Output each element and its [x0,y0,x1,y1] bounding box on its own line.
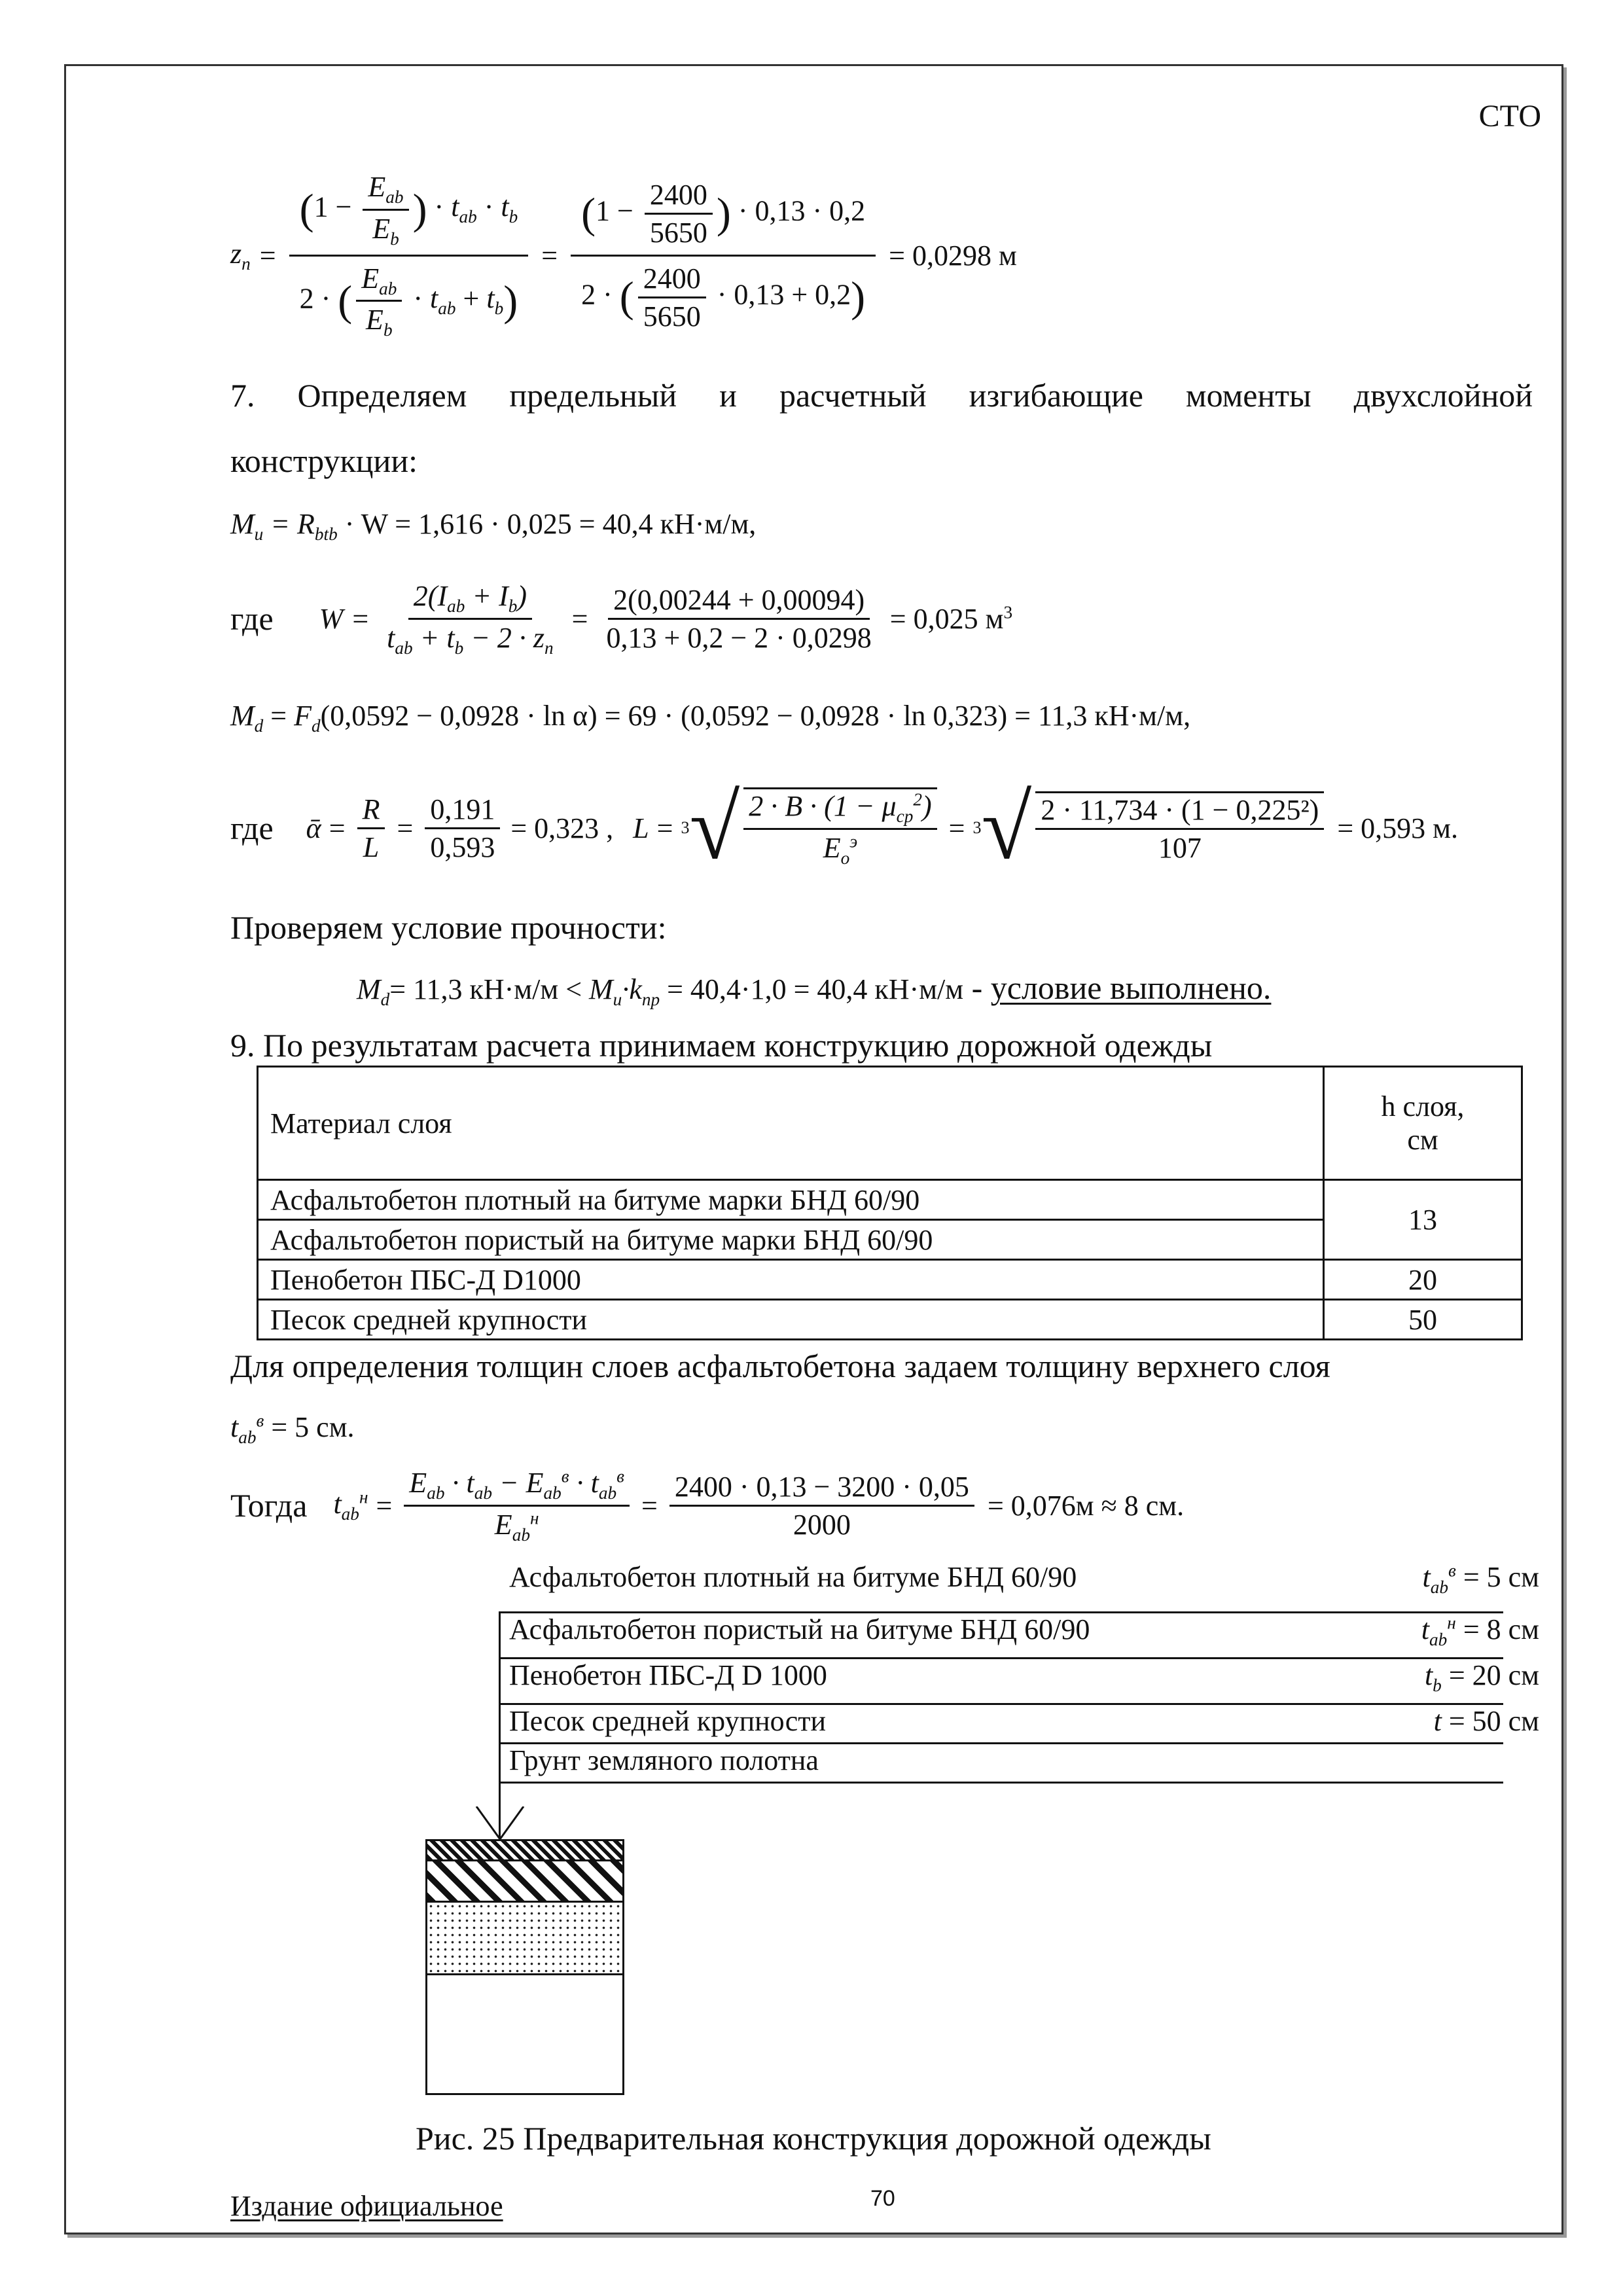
doc-code: СТО [1478,99,1541,134]
footer-edition: Издание официальное [230,2190,503,2222]
row-h: 50 [1324,1300,1522,1340]
row-h: 13 [1324,1180,1522,1260]
fig-layer-dense-asphalt [427,1841,622,1861]
mu-eq: = R [270,508,315,540]
w-result: = 0,025 м [889,602,1004,635]
alpha-vden: 0,593 [430,831,495,863]
mu-sub: btb [314,524,338,544]
fig-divider [499,1782,1503,1784]
section7-heading-cont: конструкции: [230,442,418,479]
section7-heading: 7. Определяем предельный и расчетный изгибающие моменты двухслойной [230,377,1533,414]
thickness-line2: $t_{ab}^в = 5$ см. [230,1410,355,1447]
fig-layer-value: $t_{ab}^н = 8$ см [1421,1613,1539,1649]
fig-layer-label: Грунт земляного полотна [509,1744,819,1776]
l-den-val: 107 [1158,832,1202,864]
table-header-row [258,1067,1522,1180]
zn-den-b: 5650 [643,300,701,332]
fig-layer-value: $t_{ab}^в = 5$ см [1422,1560,1539,1597]
row-material: Асфальтобетон пористый на битуме марки БНД 60/90 [258,1220,1324,1260]
check-heading: Проверяем условие прочности: [230,909,667,946]
formula-md: $M_d = F_d(0,0592 - 0,0928 \cdot \ln \alpha) = 69 \cdot (0,0592 - 0,0928 \cdot \ln 0,323) = 11,3$ кН·м/м, [230,700,1191,736]
col-h-line2: см [1407,1124,1438,1156]
check-dash: - [963,969,991,1006]
fig-layer-value: $t_b = 20$ см [1424,1659,1539,1695]
alpha-vnum: 0,191 [425,793,500,829]
formula-zn-lhs: z [230,237,242,270]
row-material: Асфальтобетон плотный на битуме марки БНД 60/90 [258,1180,1324,1220]
thickness-line2-text: = 5 см. [271,1411,355,1443]
zn-result: = 0,0298 м [889,239,1017,272]
formula-tab: Тогда $t_{ab}^н$ = $\frac{E_{ab} \cdot t_{ab} - E_{ab}^в \cdot t_{ab}^в}{E_{ab}^н}$ = $\frac{2400 \cdot 0,13 - 3200 \cdot 0,05}{2000}$ = 0,076м ≈ 8 см. [230,1466,1185,1545]
table-row [258,1260,1522,1300]
formula-mu: $M_u = R_{btb} \cdot W = 1,616 \cdot 0,025 = 40,4$ кН·м/м, [230,508,757,544]
col-h-header [1324,1067,1522,1180]
formula-zn: $z_n$ = (1 − $\frac{E_{ab}}{E_b}$ ) · $t_{ab} \cdot t_b$ 2 · ( $\frac{E_{ab}}{E_b}$ · $t_{ab} + t_b$) = (1 − $\frac{2400}{5650}$ ) · 0,13 · 0,2 2 · ( $\frac{2400}{5650}$ · 0,13 + 0,2) = 0,0298 м [230,157,1017,353]
fig-layer-label: Песок средней крупности [509,1705,827,1737]
fig-layer-diagram [425,1839,624,2095]
w-num-val: 2(0,00244 + 0,00094) [608,583,870,620]
l-num-sym: 2 · B · (1 − μ [749,790,897,823]
fig-layer-value-text: = 50 см [1448,1705,1539,1737]
l-res: = 0,593 м. [1337,812,1458,844]
row-material: Песок средней крупности [258,1300,1324,1340]
togda: Тогда [230,1487,308,1524]
tab-result: = 0,076м ≈ 8 см. [987,1489,1185,1522]
zn-den-tail: · 0,13 + 0,2 [717,278,851,311]
fig-layer-label: Асфальтобетон пористый на битуме БНД 60/90 [509,1613,1090,1645]
figure-caption: Рис. 25 Предварительная конструкция дорожной одежды [416,2120,1211,2157]
formula-alpha-l: где ᾱ = $\frac{R}{L}$ = $\frac{0,191}{0,593}$ = 0,323 , L = 3 √ $\frac{2 \cdot B \cdot (1 - \mu_{ср}^2)}{E_o^э}$ = 3 √ $\frac{\text{2 · 11,734 · (1 − 0,225²)}}{107}$ = 0,593 м. [230,777,1458,878]
table-row [258,1180,1522,1220]
zn-num-a: 2400 [645,178,713,215]
check-part2: = 40,4·1,0 = 40,4 кН·м/м [660,973,964,1005]
mu-rest: · W = 1,616 · 0,025 = 40,4 кН·м/м, [344,508,757,540]
zn-num-tail: · 0,13 · 0,2 [738,194,866,227]
row-h: 20 [1324,1260,1522,1300]
fig-layer-value-text: = 8 см [1463,1613,1539,1645]
thickness-line1: Для определения толщин слоев асфальтобетона задаем толщину верхнего слоя [230,1348,1330,1384]
fig-layer-value-text: = 20 см [1448,1659,1539,1691]
alpha-where: где [230,810,274,846]
fig-layer-value-text: = 5 см [1463,1561,1539,1593]
section9-heading: 9. По результатам расчета принимаем конструкцию дорожной одежды [230,1027,1213,1064]
check-line: $M_d= 11,3$ $кН\cdot м/м < M_u\cdot k_{пр} = 40,4\cdot 1,0 = 40,4$ кН·м/м - условие выполнено. [357,969,1272,1009]
check-result: условие выполнено. [990,969,1272,1006]
zn-den-a: 2400 [638,262,706,298]
fig-layer-porous-asphalt [427,1861,622,1903]
alpha-res: = 0,323 , [510,812,614,844]
l-num-val: 2 · 11,734 · (1 − 0,225²) [1035,793,1324,830]
w-where: где [230,600,274,637]
md-text: (0,0592 − 0,0928 · ln α) = 69 · (0,0592 − 0,0928 · ln 0,323) = 11,3 кН·м/м, [320,700,1191,732]
tab-den-val: 2000 [793,1508,851,1541]
alpha-l: L [363,831,380,863]
tab-num-val: 2400 · 0,13 − 3200 · 0,05 [669,1470,974,1507]
fig-layer-label: Пенобетон ПБС-Д D 1000 [509,1659,827,1691]
table-row [258,1300,1522,1340]
w-den-val: 0,13 + 0,2 − 2 · 0,0298 [606,621,872,654]
formula-w: где W = $\frac{2(I_{ab} + I_b)}{t_{ab} + t_b - 2 \cdot z_n}$ = $\frac{2(0,00244 + 0,00094)}{0,13 + 0,2 - 2 \cdot 0,0298}$ = 0,025 $м^3$ [230,579,1013,658]
col-h-line1: h слоя, [1381,1090,1465,1122]
fig-layer-label: Асфальтобетон плотный на битуме БНД 60/90 [509,1561,1077,1593]
page-number: 70 [870,2186,895,2211]
col-material-header: Материал слоя [258,1067,1324,1180]
row-material: Пенобетон ПБС-Д D1000 [258,1260,1324,1300]
fig-layer-value: t = 50 см [1433,1705,1539,1737]
layers-table [257,1066,1523,1340]
zn-num-b: 5650 [649,216,707,249]
fig-layer-sand [427,1975,622,2093]
l-den-sym: E [823,832,841,864]
fig-layer-foam-concrete [427,1903,622,1975]
formula-zn-lhs-sub: n [241,253,251,274]
alpha-r: R [357,793,385,829]
check-part1: = 11,3 кН·м/м < [389,973,590,1005]
